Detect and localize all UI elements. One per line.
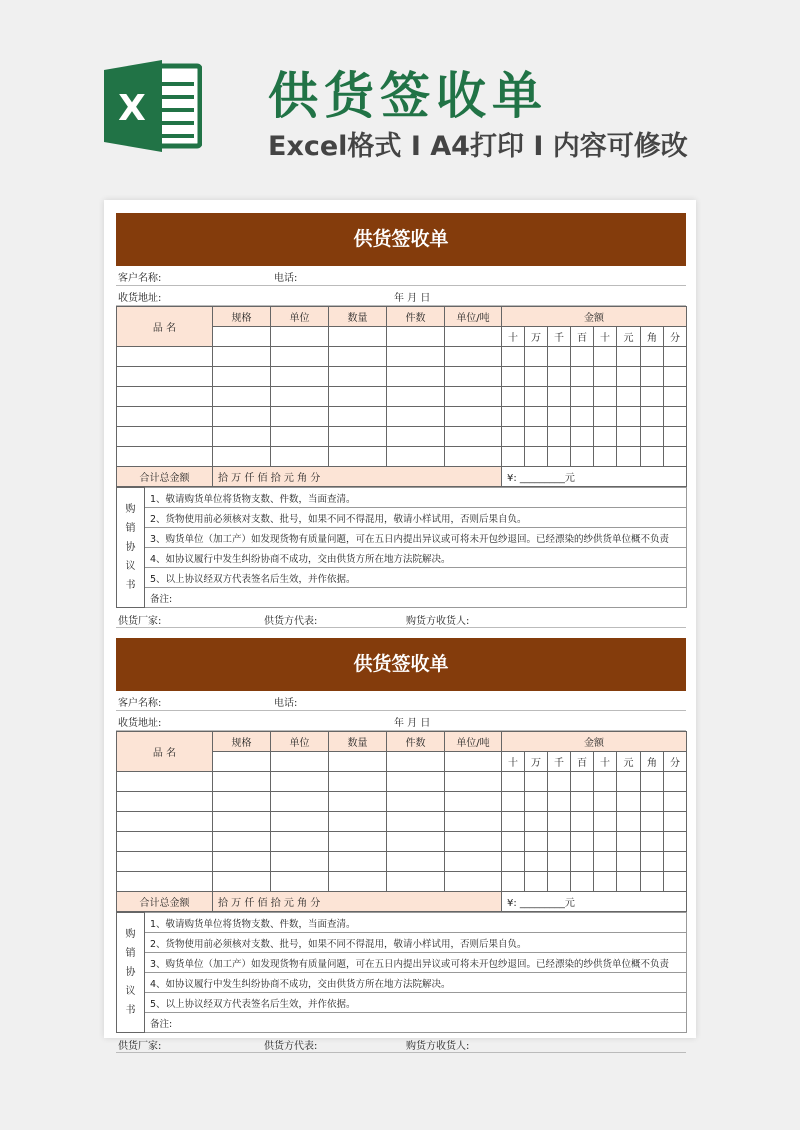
table-cell[interactable] [271, 772, 329, 792]
table-cell[interactable] [641, 427, 664, 447]
table-cell[interactable] [617, 367, 641, 387]
term-item: 2、货物使用前必须核对支数、批号，如果不同不得混用，敬请小样试用，否则后果自负。 [145, 508, 687, 528]
table-cell[interactable] [594, 447, 617, 467]
table-row [117, 407, 687, 427]
page-title: 供货签收单 [268, 67, 548, 125]
column-header: 数量 [329, 732, 387, 752]
table-row [117, 792, 687, 812]
table-cell[interactable] [445, 812, 502, 832]
table-cell[interactable] [617, 347, 641, 367]
table-header-row [117, 307, 687, 327]
table-cell[interactable] [329, 792, 387, 812]
total-amount[interactable]: ¥: _________元 [502, 892, 687, 912]
table-cell[interactable] [502, 407, 525, 427]
money-unit: 分 [664, 752, 687, 772]
table-cell[interactable] [271, 792, 329, 812]
table-cell[interactable] [664, 407, 687, 427]
address-row [116, 286, 686, 306]
table-cell[interactable] [617, 812, 641, 832]
table-cell[interactable] [502, 792, 525, 812]
table-cell[interactable] [271, 447, 329, 467]
table-cell[interactable] [617, 872, 641, 892]
table-cell[interactable] [387, 387, 445, 407]
table-cell[interactable] [271, 347, 329, 367]
money-unit: 万 [525, 752, 548, 772]
table-cell[interactable] [548, 872, 571, 892]
table-cell[interactable] [329, 387, 387, 407]
total-row [117, 892, 687, 912]
table-cell[interactable] [594, 347, 617, 367]
table-cell[interactable] [117, 427, 213, 447]
table-cell[interactable] [664, 447, 687, 467]
money-unit: 百 [571, 327, 594, 347]
table-cell[interactable] [117, 812, 213, 832]
table-cell[interactable] [641, 387, 664, 407]
column-header: 单位/吨 [445, 307, 502, 327]
customer-label: 客户名称: [118, 698, 162, 709]
address-row [116, 711, 686, 731]
address-label: 收货地址: [118, 718, 162, 729]
signature-row [116, 608, 686, 628]
table-cell[interactable] [271, 852, 329, 872]
agreement-table [116, 912, 687, 1033]
page-header [0, 0, 800, 200]
money-unit: 千 [548, 327, 571, 347]
total-label: 合计总金额 [117, 467, 213, 487]
table-cell[interactable] [117, 367, 213, 387]
column-header: 金额 [502, 307, 687, 327]
table-cell[interactable] [271, 832, 329, 852]
table-cell[interactable] [213, 387, 271, 407]
table-cell[interactable] [548, 407, 571, 427]
table-cell[interactable] [271, 427, 329, 447]
money-unit: 角 [641, 752, 664, 772]
table-cell[interactable] [271, 872, 329, 892]
table-cell[interactable] [387, 427, 445, 447]
customer-row [116, 266, 686, 286]
table-cell[interactable] [387, 327, 445, 347]
receiver-label: 购货方收货人: [406, 1041, 470, 1052]
table-cell[interactable] [664, 872, 687, 892]
table-cell[interactable] [117, 872, 213, 892]
table-cell[interactable] [525, 387, 548, 407]
table-cell[interactable] [571, 387, 594, 407]
table-cell[interactable] [445, 327, 502, 347]
table-cell[interactable] [387, 347, 445, 367]
column-header: 规格 [213, 732, 271, 752]
table-cell[interactable] [387, 792, 445, 812]
table-cell[interactable] [548, 367, 571, 387]
table-cell[interactable] [571, 447, 594, 467]
supplier-rep-label: 供货方代表: [264, 1041, 318, 1052]
agreement-label: 购 销 协 议 书 [117, 488, 145, 608]
table-cell[interactable] [329, 367, 387, 387]
table-cell[interactable] [525, 772, 548, 792]
table-cell[interactable] [571, 792, 594, 812]
goods-table [116, 306, 687, 487]
remark-field[interactable]: 备注: [145, 588, 687, 608]
money-unit: 千 [548, 752, 571, 772]
table-cell[interactable] [594, 772, 617, 792]
receipt-form [116, 213, 686, 628]
money-unit: 十 [502, 327, 525, 347]
table-cell[interactable] [502, 772, 525, 792]
table-cell[interactable] [548, 812, 571, 832]
table-cell[interactable] [664, 772, 687, 792]
table-cell[interactable] [387, 752, 445, 772]
total-label: 合计总金额 [117, 892, 213, 912]
table-cell[interactable] [525, 447, 548, 467]
goods-rows [117, 772, 687, 892]
table-cell[interactable] [445, 792, 502, 812]
table-cell[interactable] [548, 772, 571, 792]
table-cell[interactable] [571, 772, 594, 792]
table-cell[interactable] [571, 407, 594, 427]
table-row [117, 772, 687, 792]
table-cell[interactable] [213, 327, 271, 347]
excel-logo-icon [102, 56, 202, 156]
signature-row [116, 1033, 686, 1053]
total-units: 拾 万 仟 佰 拾 元 角 分 [213, 892, 502, 912]
table-cell[interactable] [329, 812, 387, 832]
document-sheet [104, 200, 696, 1052]
customer-label: 客户名称: [118, 273, 162, 284]
table-cell[interactable] [617, 447, 641, 467]
table-cell[interactable] [502, 852, 525, 872]
table-cell[interactable] [594, 427, 617, 447]
remark-field[interactable]: 备注: [145, 1013, 687, 1033]
table-cell[interactable] [664, 427, 687, 447]
table-cell[interactable] [548, 852, 571, 872]
table-row [117, 367, 687, 387]
column-header: 规格 [213, 307, 271, 327]
table-cell[interactable] [445, 367, 502, 387]
money-unit: 百 [571, 752, 594, 772]
term-item: 3、购货单位（加工产）如发现货物有质量问题，可在五日内提出异议或可将未开包纱退回。已经漂染的纱供货单位概不负责 [145, 528, 687, 548]
column-header: 数量 [329, 307, 387, 327]
table-cell[interactable] [213, 872, 271, 892]
column-header: 单位 [271, 732, 329, 752]
term-item: 2、货物使用前必须核对支数、批号，如果不同不得混用，敬请小样试用，否则后果自负。 [145, 933, 687, 953]
column-header: 品 名 [117, 732, 213, 772]
table-cell[interactable] [213, 812, 271, 832]
term-item: 4、如协议履行中发生纠纷协商不成功，交由供货方所在地方法院解决。 [145, 548, 687, 568]
table-cell[interactable] [571, 832, 594, 852]
supplier-label: 供货厂家: [118, 1041, 162, 1052]
table-cell[interactable] [117, 387, 213, 407]
table-cell[interactable] [617, 772, 641, 792]
table-cell[interactable] [329, 872, 387, 892]
table-cell[interactable] [594, 387, 617, 407]
table-cell[interactable] [502, 872, 525, 892]
table-cell[interactable] [664, 387, 687, 407]
table-cell[interactable] [664, 792, 687, 812]
table-cell[interactable] [548, 447, 571, 467]
table-cell[interactable] [641, 812, 664, 832]
table-cell[interactable] [664, 347, 687, 367]
date-label: 年 月 日 [394, 718, 431, 729]
money-unit: 十 [594, 327, 617, 347]
table-cell[interactable] [502, 367, 525, 387]
address-label: 收货地址: [118, 293, 162, 304]
table-row [117, 872, 687, 892]
term-item: 5、以上协议经双方代表签名后生效，并作依据。 [145, 993, 687, 1013]
table-cell[interactable] [571, 367, 594, 387]
money-unit: 元 [617, 752, 641, 772]
table-cell[interactable] [548, 347, 571, 367]
agreement-table [116, 487, 687, 608]
table-cell[interactable] [594, 792, 617, 812]
table-cell[interactable] [387, 367, 445, 387]
table-cell[interactable] [213, 427, 271, 447]
column-header: 单位 [271, 307, 329, 327]
table-cell[interactable] [548, 792, 571, 812]
table-cell[interactable] [213, 752, 271, 772]
table-cell[interactable] [525, 347, 548, 367]
table-cell[interactable] [271, 387, 329, 407]
table-cell[interactable] [117, 407, 213, 427]
table-cell[interactable] [387, 772, 445, 792]
table-cell[interactable] [445, 832, 502, 852]
table-cell[interactable] [445, 427, 502, 447]
receipt-form [116, 638, 686, 1053]
table-cell[interactable] [117, 832, 213, 852]
table-cell[interactable] [117, 447, 213, 467]
table-cell[interactable] [445, 347, 502, 367]
table-cell[interactable] [525, 407, 548, 427]
table-cell[interactable] [445, 872, 502, 892]
table-cell[interactable] [387, 812, 445, 832]
phone-label: 电话: [274, 273, 298, 284]
table-cell[interactable] [664, 832, 687, 852]
table-cell[interactable] [617, 832, 641, 852]
table-cell[interactable] [387, 872, 445, 892]
table-cell[interactable] [329, 407, 387, 427]
table-cell[interactable] [594, 872, 617, 892]
table-cell[interactable] [502, 832, 525, 852]
column-header: 单位/吨 [445, 732, 502, 752]
table-cell[interactable] [271, 327, 329, 347]
table-cell[interactable] [213, 772, 271, 792]
table-cell[interactable] [387, 447, 445, 467]
table-cell[interactable] [594, 852, 617, 872]
table-cell[interactable] [571, 427, 594, 447]
table-cell[interactable] [594, 367, 617, 387]
column-header: 品 名 [117, 307, 213, 347]
column-header: 金额 [502, 732, 687, 752]
table-cell[interactable] [213, 832, 271, 852]
table-cell[interactable] [571, 812, 594, 832]
table-row [117, 832, 687, 852]
table-cell[interactable] [641, 792, 664, 812]
table-cell[interactable] [213, 852, 271, 872]
table-row [117, 427, 687, 447]
table-cell[interactable] [271, 367, 329, 387]
table-cell[interactable] [525, 367, 548, 387]
table-cell[interactable] [213, 792, 271, 812]
table-cell[interactable] [502, 347, 525, 367]
table-cell[interactable] [329, 772, 387, 792]
table-cell[interactable] [641, 347, 664, 367]
total-units: 拾 万 仟 佰 拾 元 角 分 [213, 467, 502, 487]
table-cell[interactable] [117, 772, 213, 792]
date-label: 年 月 日 [394, 293, 431, 304]
table-cell[interactable] [502, 427, 525, 447]
column-header: 件数 [387, 732, 445, 752]
term-item: 1、敬请购货单位将货物支数、件数，当面查清。 [145, 913, 687, 933]
term-item: 5、以上协议经双方代表签名后生效，并作依据。 [145, 568, 687, 588]
table-cell[interactable] [641, 772, 664, 792]
money-unit: 角 [641, 327, 664, 347]
table-cell[interactable] [329, 427, 387, 447]
table-cell[interactable] [548, 832, 571, 852]
goods-rows [117, 347, 687, 467]
table-cell[interactable] [329, 347, 387, 367]
form-title: 供货签收单 [116, 213, 686, 266]
table-cell[interactable] [571, 347, 594, 367]
table-cell[interactable] [525, 872, 548, 892]
table-cell[interactable] [387, 407, 445, 427]
table-cell[interactable] [329, 852, 387, 872]
table-cell[interactable] [502, 447, 525, 467]
table-cell[interactable] [664, 812, 687, 832]
goods-table [116, 731, 687, 912]
table-cell[interactable] [594, 407, 617, 427]
table-row [117, 387, 687, 407]
table-cell[interactable] [271, 752, 329, 772]
total-row [117, 467, 687, 487]
table-cell[interactable] [664, 852, 687, 872]
table-cell[interactable] [617, 792, 641, 812]
phone-label: 电话: [274, 698, 298, 709]
table-cell[interactable] [329, 447, 387, 467]
table-cell[interactable] [641, 447, 664, 467]
table-cell[interactable] [117, 852, 213, 872]
table-cell[interactable] [329, 832, 387, 852]
column-header: 件数 [387, 307, 445, 327]
table-cell[interactable] [641, 407, 664, 427]
money-unit: 万 [525, 327, 548, 347]
table-cell[interactable] [502, 387, 525, 407]
table-cell[interactable] [213, 407, 271, 427]
table-cell[interactable] [641, 832, 664, 852]
table-cell[interactable] [329, 327, 387, 347]
table-cell[interactable] [117, 792, 213, 812]
term-item: 4、如协议履行中发生纠纷协商不成功，交由供货方所在地方法院解决。 [145, 973, 687, 993]
table-cell[interactable] [641, 872, 664, 892]
table-cell[interactable] [664, 367, 687, 387]
table-row [117, 812, 687, 832]
money-unit: 元 [617, 327, 641, 347]
table-cell[interactable] [571, 872, 594, 892]
table-cell[interactable] [525, 832, 548, 852]
table-cell[interactable] [271, 407, 329, 427]
table-cell[interactable] [594, 832, 617, 852]
page-subtitle: Excel格式 I A4打印 I 内容可修改 [268, 131, 688, 162]
table-cell[interactable] [525, 852, 548, 872]
table-cell[interactable] [617, 852, 641, 872]
table-cell[interactable] [213, 347, 271, 367]
table-cell[interactable] [641, 852, 664, 872]
table-cell[interactable] [571, 852, 594, 872]
table-cell[interactable] [445, 772, 502, 792]
term-item: 1、敬请购货单位将货物支数、件数，当面查清。 [145, 488, 687, 508]
total-amount[interactable]: ¥: _________元 [502, 467, 687, 487]
table-cell[interactable] [117, 347, 213, 367]
table-cell[interactable] [387, 832, 445, 852]
table-cell[interactable] [594, 812, 617, 832]
table-cell[interactable] [213, 367, 271, 387]
supplier-label: 供货厂家: [118, 616, 162, 627]
table-cell[interactable] [213, 447, 271, 467]
money-unit: 分 [664, 327, 687, 347]
svg-text:X: X [118, 88, 146, 129]
table-cell[interactable] [548, 387, 571, 407]
table-cell[interactable] [445, 852, 502, 872]
table-cell[interactable] [387, 852, 445, 872]
table-header-row [117, 732, 687, 752]
form-title: 供货签收单 [116, 638, 686, 691]
term-item: 3、购货单位（加工产）如发现货物有质量问题，可在五日内提出异议或可将未开包纱退回。已经漂染的纱供货单位概不负责 [145, 953, 687, 973]
money-unit: 十 [502, 752, 525, 772]
table-cell[interactable] [617, 387, 641, 407]
table-row [117, 447, 687, 467]
table-row [117, 852, 687, 872]
table-row [117, 347, 687, 367]
table-cell[interactable] [548, 427, 571, 447]
supplier-rep-label: 供货方代表: [264, 616, 318, 627]
table-cell[interactable] [525, 792, 548, 812]
customer-row [116, 691, 686, 711]
table-cell[interactable] [525, 427, 548, 447]
table-cell[interactable] [502, 812, 525, 832]
table-cell[interactable] [329, 752, 387, 772]
table-cell[interactable] [617, 427, 641, 447]
table-cell[interactable] [445, 447, 502, 467]
table-cell[interactable] [445, 387, 502, 407]
agreement-label: 购 销 协 议 书 [117, 913, 145, 1033]
receiver-label: 购货方收货人: [406, 616, 470, 627]
table-cell[interactable] [271, 812, 329, 832]
table-cell[interactable] [525, 812, 548, 832]
table-cell[interactable] [445, 407, 502, 427]
table-cell[interactable] [445, 752, 502, 772]
table-cell[interactable] [641, 367, 664, 387]
money-unit: 十 [594, 752, 617, 772]
table-cell[interactable] [617, 407, 641, 427]
